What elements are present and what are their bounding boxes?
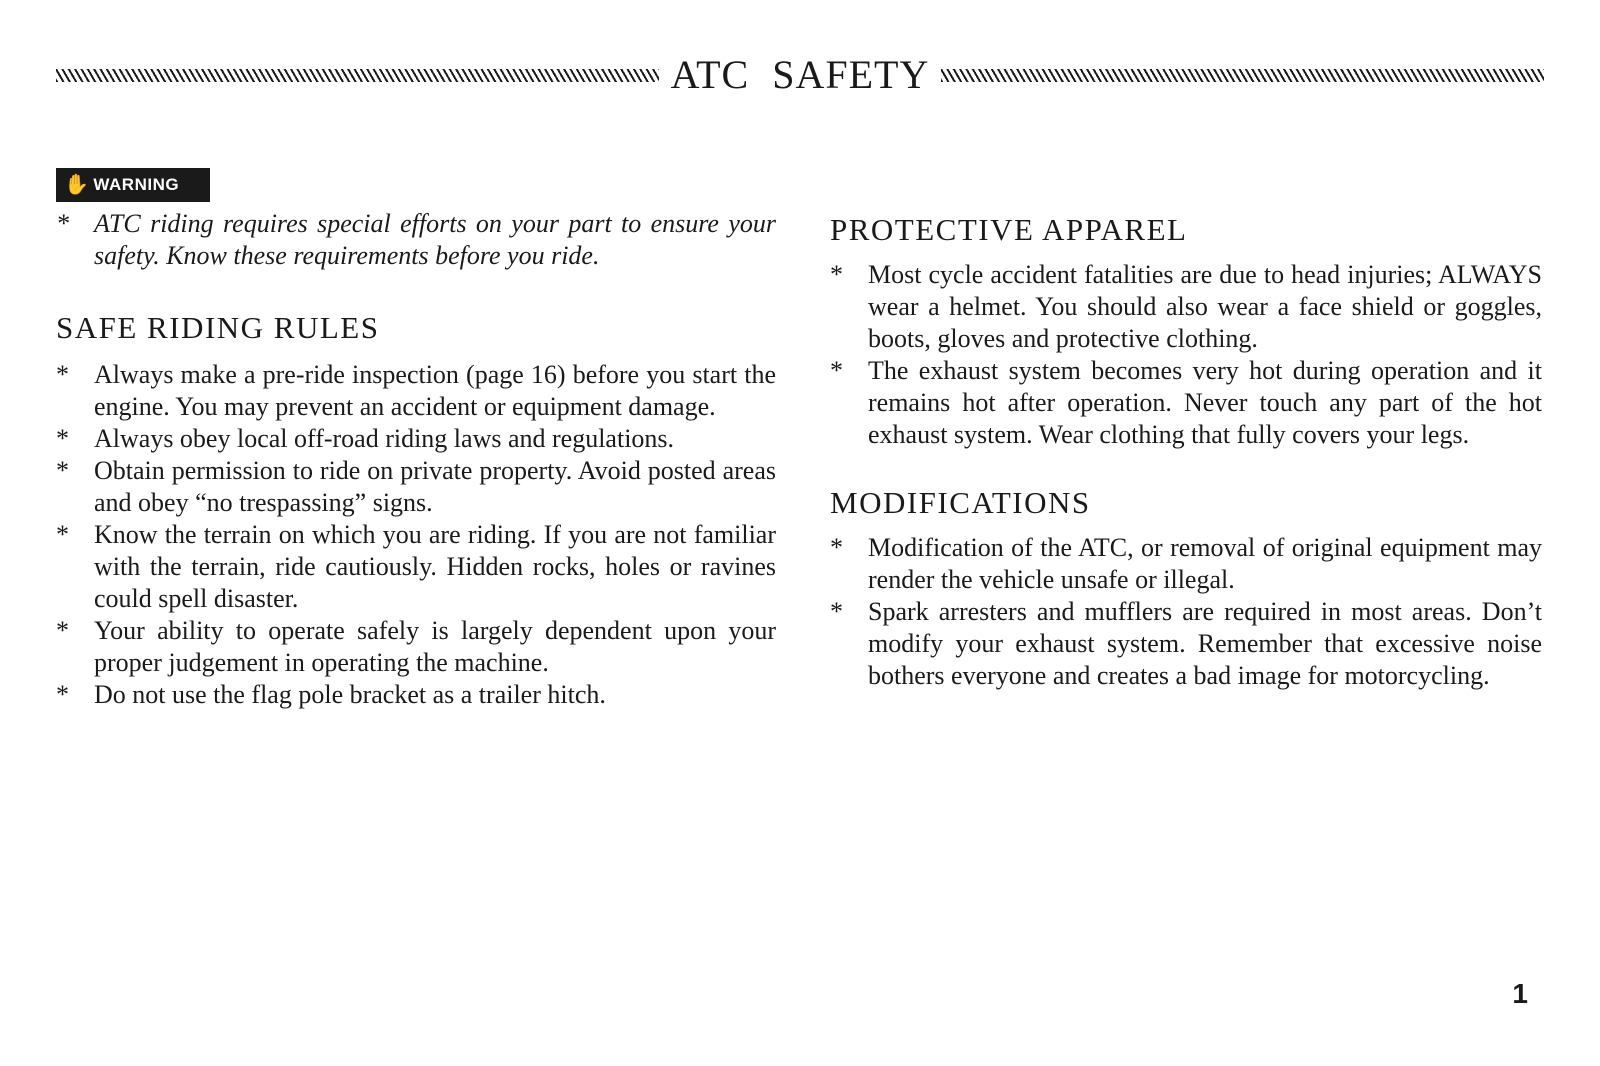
list-item-text: Always obey local off-road riding laws and regulations. [94, 424, 675, 453]
modifications-list [830, 532, 1542, 692]
list-item [56, 359, 776, 423]
bullet-star: * [56, 520, 69, 549]
modifications-title: MODIFICATIONS [830, 485, 1091, 520]
right-column [830, 208, 1542, 692]
list-item [56, 423, 776, 455]
warning-list [56, 208, 776, 272]
list-item-text: The exhaust system becomes very hot during operation and it remains hot after operation. Never touch any part of the hot exhaust system. Wear clothing that fully covers your legs. [868, 356, 1542, 449]
list-item-text: Your ability to operate safely is largely dependent upon your proper judgement in operating the machine. [94, 616, 776, 677]
bullet-star: * [56, 360, 69, 389]
bullet-star: * [56, 616, 69, 645]
header-hatch-left [56, 69, 659, 82]
list-item-text: Always make a pre-ride inspection (page 16) before you start the engine. You may prevent an accident or equipment damage. [94, 360, 776, 421]
list-item [830, 532, 1542, 596]
bullet-star: * [830, 533, 843, 562]
list-item-text: Do not use the flag pole bracket as a trailer hitch. [94, 680, 606, 709]
safe-riding-rules-title: SAFE RIDING RULES [56, 310, 380, 345]
bullet-star: * [56, 680, 69, 709]
bullet-star: * [830, 356, 843, 385]
list-item [56, 519, 776, 615]
list-item-text: Modification of the ATC, or removal of original equipment may render the vehicle unsafe or illegal. [868, 533, 1542, 594]
bullet-star: * [56, 456, 69, 485]
list-item [56, 615, 776, 679]
list-item [56, 679, 776, 711]
header-hatch-right [941, 69, 1544, 82]
page-number: 1 [1512, 978, 1528, 1009]
list-item [830, 259, 1542, 355]
bullet-star: * [56, 424, 69, 453]
protective-apparel-title: PROTECTIVE APPAREL [830, 212, 1188, 247]
bullet-star: * [56, 209, 69, 238]
page-header [56, 50, 1544, 100]
list-item-text: Know the terrain on which you are riding. If you are not familiar with the terrain, ride cautiously. Hidden rocks, holes or ravines could spell disaster. [94, 520, 776, 613]
bullet-star: * [830, 260, 843, 289]
list-item-text: Most cycle accident fatalities are due to head injuries; ALWAYS wear a helmet. You should also wear a face shield or goggles, boots, gloves and protective clothing. [868, 260, 1542, 353]
hand-icon: ✋ [64, 174, 90, 196]
warning-badge [56, 168, 210, 202]
list-item-text: Spark arresters and mufflers are required in most areas. Don’t modify your exhaust system. Remember that excessive noise bothers everyone and creates a bad image for motorcycling. [868, 597, 1542, 690]
protective-apparel-list [830, 259, 1542, 451]
warning-badge-label: WARNING [93, 175, 180, 194]
left-column [56, 208, 776, 711]
bullet-star: * [830, 597, 843, 626]
list-item [830, 355, 1542, 451]
safe-riding-rules-list [56, 359, 776, 711]
warning-item [56, 208, 776, 272]
list-item-text: Obtain permission to ride on private property. Avoid posted areas and obey “no trespassing” signs. [94, 456, 776, 517]
warning-item-text: ATC riding requires special efforts on your part to ensure your safety. Know these requirements before you ride. [94, 209, 776, 270]
page-title: ATC SAFETY [670, 52, 930, 97]
list-item [56, 455, 776, 519]
list-item [830, 596, 1542, 692]
